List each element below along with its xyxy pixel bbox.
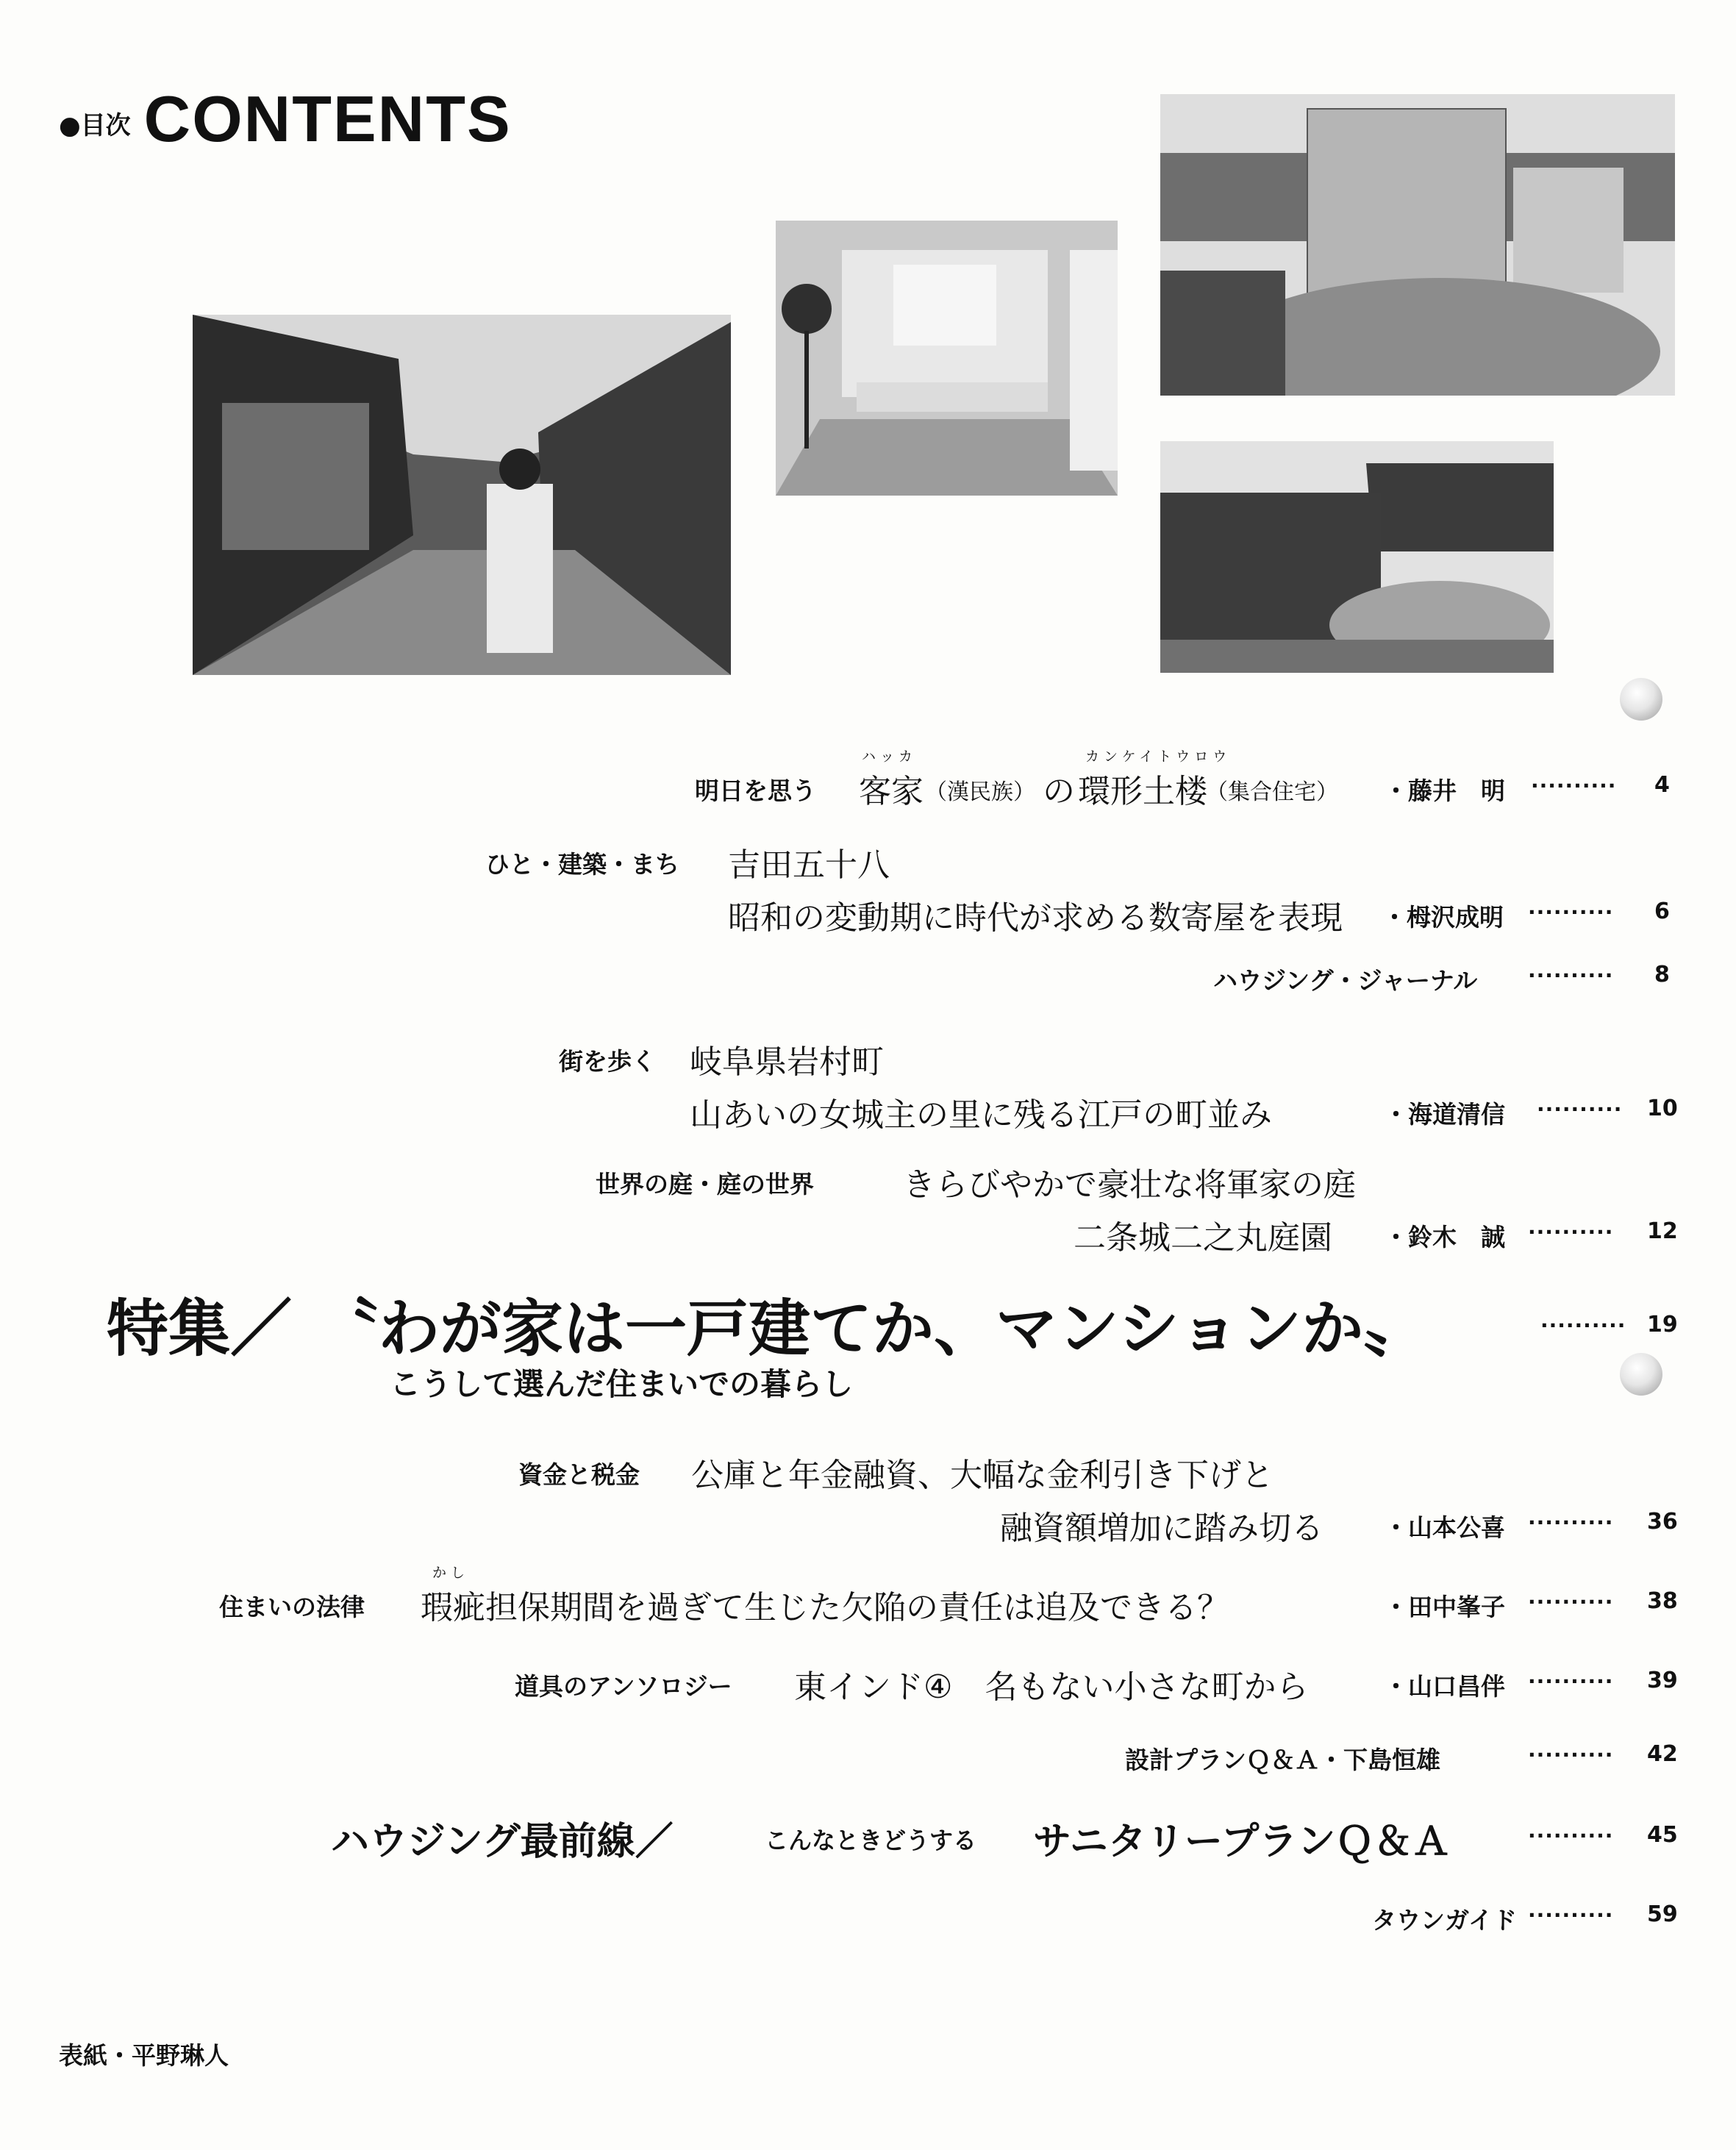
entry-subtitle: 昭和の変動期に時代が求める数寄屋を表現 — [728, 899, 1343, 937]
entry-author: ・鈴木 誠 — [1384, 1223, 1505, 1251]
entry-title: の — [1043, 773, 1075, 810]
entry-note: こんなときどうする — [765, 1826, 977, 1854]
entry-label: 世界の庭・庭の世界 — [596, 1170, 814, 1199]
toc-entry-ashita[interactable] — [0, 749, 1736, 810]
entry-author: ・海道清信 — [1384, 1100, 1505, 1129]
leader-dots: ·········· — [1528, 1903, 1614, 1927]
entry-title: 東インド④ 名もない小さな町から — [794, 1668, 1309, 1706]
ruby-text: カンケイトウロウ — [1085, 749, 1232, 765]
entry-subtitle: 二条城二之丸庭園 — [1074, 1219, 1332, 1257]
apartment-towers-photo — [1160, 94, 1675, 396]
entry-author: ・山口昌伴 — [1384, 1672, 1505, 1701]
toc-entry-feature[interactable] — [0, 1279, 1736, 1402]
entry-label: 明日を思う — [695, 776, 816, 805]
entry-label: 道具のアンソロジー — [515, 1672, 732, 1701]
page-number: 6 — [1654, 899, 1670, 924]
toc-entry-sekkei[interactable] — [0, 1741, 1736, 1785]
entry-title: 環形土楼 — [1078, 773, 1207, 810]
leader-dots: ·········· — [1537, 1097, 1623, 1121]
page-number: 36 — [1647, 1509, 1678, 1535]
entry-subtitle: 山あいの女城主の里に残る江戸の町並み — [690, 1096, 1272, 1134]
leader-dots: ·········· — [1528, 1743, 1614, 1767]
entry-author: ・栂沢成明 — [1382, 903, 1504, 932]
entry-title: 瑕疵担保期間を過ぎて生じた欠陥の責任は追及できる？ — [421, 1589, 1229, 1626]
entry-title: 公庫と年金融資、大幅な金利引き下げと — [691, 1457, 1274, 1494]
leader-dots: ·········· — [1528, 1220, 1614, 1244]
page-number: 45 — [1647, 1822, 1678, 1848]
leader-dots: ·········· — [1528, 1669, 1614, 1693]
page-number: 39 — [1647, 1668, 1678, 1693]
entry-title: 吉田五十八 — [728, 846, 890, 884]
interior-bathroom-photo — [776, 221, 1118, 496]
ruby-text: ハッカ — [862, 749, 918, 765]
entry-subtitle: 融資額増加に踏み切る — [1000, 1510, 1324, 1547]
toc-entry-saizensen[interactable] — [0, 1810, 1736, 1869]
contents-header — [59, 82, 512, 155]
page-number: 59 — [1647, 1901, 1678, 1927]
entry-label: ハウジング最前線／ — [331, 1819, 674, 1864]
castle-garden-photo — [1160, 441, 1554, 673]
entry-note: （漢民族） — [925, 779, 1035, 805]
toc-entry-shikin[interactable] — [0, 1449, 1736, 1547]
page-number: 8 — [1654, 962, 1670, 988]
header-kanji: ●目次 — [59, 111, 131, 140]
entry-title: 客家 — [859, 773, 924, 810]
toc-entry-niwa[interactable] — [0, 1158, 1736, 1257]
feature-label: 特集／ — [107, 1292, 293, 1365]
leader-dots: ·········· — [1528, 900, 1614, 924]
entry-title: サニタリープランＱ＆Ａ — [1033, 1819, 1451, 1864]
page-number: 42 — [1647, 1741, 1678, 1767]
alley-market-photo — [193, 315, 731, 675]
page-number: 19 — [1647, 1312, 1678, 1338]
entry-author: ・藤井 明 — [1384, 776, 1505, 805]
toc-entry-dougu[interactable] — [0, 1660, 1736, 1704]
page-number: 4 — [1654, 772, 1670, 798]
entry-author: ・田中峯子 — [1384, 1593, 1505, 1621]
entry-title: 設計プランＱ＆Ａ・下島恒雄 — [1125, 1746, 1440, 1774]
entry-label: 資金と税金 — [518, 1460, 640, 1489]
page-number: 12 — [1647, 1218, 1678, 1244]
entry-note: （集合住宅） — [1206, 779, 1338, 805]
toc-entry-houritsu[interactable] — [0, 1565, 1736, 1626]
entry-label: 住まいの法律 — [219, 1593, 365, 1621]
toc-entry-journal[interactable] — [0, 962, 1736, 1006]
entry-label: ひと・建築・まち — [485, 850, 679, 879]
binder-hole — [1620, 678, 1662, 721]
leader-dots: ·········· — [1531, 774, 1617, 798]
feature-title: 〝わが家は一戸建てか、マンションか〟 — [316, 1292, 1426, 1365]
leader-dots: ·········· — [1540, 1313, 1626, 1338]
entry-author: ・山本公喜 — [1384, 1513, 1505, 1542]
page-number: 38 — [1647, 1588, 1678, 1614]
entry-label: 街を歩く — [559, 1047, 656, 1076]
cover-credit: 表紙・平野琳人 — [59, 2041, 229, 2070]
entry-title: タウンガイド — [1372, 1906, 1518, 1935]
leader-dots: ·········· — [1528, 1590, 1614, 1614]
feature-subtitle: こうして選んだ住まいでの暮らし — [390, 1366, 854, 1402]
entry-title: きらびやかで豪壮な将軍家の庭 — [903, 1166, 1356, 1204]
leader-dots: ·········· — [1528, 1510, 1614, 1535]
toc-entry-townguide[interactable] — [0, 1901, 1736, 1946]
leader-dots: ·········· — [1528, 1824, 1614, 1848]
ruby-text: かし — [432, 1565, 470, 1581]
toc-entry-hito[interactable] — [0, 838, 1736, 937]
toc-entry-machi[interactable] — [0, 1035, 1736, 1134]
leader-dots: ·········· — [1528, 963, 1614, 988]
page-number: 10 — [1647, 1096, 1678, 1121]
entry-title: 岐阜県岩村町 — [690, 1043, 884, 1081]
entry-title: ハウジング・ジャーナル — [1213, 966, 1478, 995]
page-title: CONTENTS — [143, 82, 512, 155]
